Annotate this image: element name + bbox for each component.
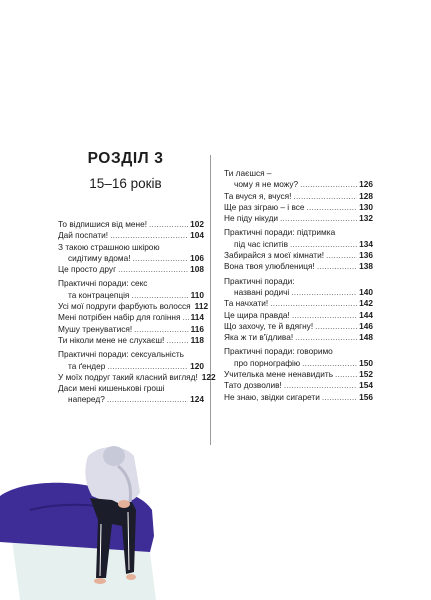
toc-page-number: 126 bbox=[359, 179, 373, 190]
chapter-subtitle: 15–16 років bbox=[89, 176, 162, 191]
toc-page-number: 132 bbox=[359, 213, 373, 224]
toc-page-number: 138 bbox=[359, 261, 373, 272]
toc-leader-dots bbox=[317, 261, 357, 272]
chapter-title: РОЗДІЛ 3 bbox=[87, 150, 164, 167]
toc-entry-title: Це просто друг bbox=[58, 264, 117, 275]
toc-page-number: 112 bbox=[194, 301, 209, 312]
toc-entry bbox=[58, 230, 204, 241]
teen-on-bed-illustration bbox=[0, 440, 200, 600]
toc-leader-dots bbox=[291, 287, 357, 298]
toc-leader-dots bbox=[284, 380, 357, 391]
toc-leader-dots bbox=[166, 335, 188, 346]
toc-right-column bbox=[224, 168, 373, 403]
toc-entry-title: То відпишися від мене! bbox=[58, 219, 148, 229]
toc-entry-title: Та вчуся я, вчуся! bbox=[224, 190, 292, 201]
toc-entry bbox=[58, 278, 204, 301]
toc-entry bbox=[224, 250, 373, 261]
toc-entry-title: чому я не можу? bbox=[234, 179, 299, 190]
toc-entry-title: Ти лаєшся – bbox=[224, 168, 272, 178]
toc-page-number: 142 bbox=[359, 298, 373, 309]
toc-leader-dots bbox=[270, 298, 357, 309]
toc-entry bbox=[224, 227, 373, 250]
toc-page-number: 124 bbox=[190, 394, 204, 405]
toc-page-number: 148 bbox=[359, 332, 373, 343]
toc-entry bbox=[58, 264, 204, 275]
toc-entry-title: Не піду нікуди bbox=[224, 213, 279, 224]
toc-entry bbox=[58, 383, 204, 406]
toc-entry-title: під час іспитів bbox=[234, 238, 289, 249]
toc-leader-dots bbox=[326, 250, 357, 261]
toc-leader-dots bbox=[322, 392, 357, 403]
toc-leader-dots bbox=[131, 290, 188, 301]
head-shape bbox=[103, 446, 125, 466]
toc-entry-title: названі родичі bbox=[234, 286, 290, 297]
toc-page-number: 116 bbox=[190, 323, 204, 334]
toc-page-number: 108 bbox=[190, 264, 204, 275]
toc-entry bbox=[58, 335, 204, 346]
column-divider bbox=[210, 155, 211, 445]
toc-page-number: 118 bbox=[190, 334, 204, 345]
toc-leader-dots bbox=[107, 394, 188, 405]
toc-entry bbox=[224, 261, 373, 272]
toc-entry-title: Практичні поради: сексуальність bbox=[58, 349, 184, 360]
toc-leader-dots bbox=[290, 239, 357, 250]
toc-entry-title: Вона твоя улюблениця! bbox=[224, 261, 315, 272]
toc-entry bbox=[58, 324, 204, 335]
toc-entry-title: Практичні поради: секс bbox=[58, 278, 148, 289]
toc-entry-title: та контрацепція bbox=[68, 289, 130, 300]
toc-entry-title: У моїх подруг такий класний вигляд! bbox=[58, 371, 198, 382]
toc-leader-dots bbox=[292, 310, 357, 321]
toc-entry-title: Ти ніколи мене не слухаєш! bbox=[58, 334, 165, 345]
toc-page-number: 156 bbox=[359, 391, 373, 402]
toc-page-number: 122 bbox=[201, 371, 216, 382]
toc-entry-title: Це щира правда! bbox=[224, 309, 290, 320]
toc-leader-dots bbox=[118, 264, 188, 275]
toc-leader-dots bbox=[110, 230, 188, 241]
foot-left bbox=[94, 578, 106, 584]
toc-entry bbox=[224, 346, 373, 369]
toc-entry-title: Що захочу, те й вдягну! bbox=[224, 320, 314, 331]
toc-entry-title: Ще раз зіграю – і все bbox=[224, 201, 305, 212]
toc-entry bbox=[58, 312, 204, 323]
toc-page-number: 102 bbox=[190, 219, 204, 229]
toc-entry-title: Учителька мене ненавидить bbox=[224, 369, 334, 380]
toc-leader-dots bbox=[149, 219, 188, 230]
hand-shape bbox=[118, 500, 130, 508]
toc-page-number: 150 bbox=[359, 357, 373, 368]
toc-leader-dots bbox=[307, 202, 358, 213]
toc-entry-title: Яка ж ти в'їдлива! bbox=[224, 332, 294, 343]
toc-leader-dots bbox=[107, 361, 188, 372]
toc-leader-dots bbox=[183, 312, 189, 323]
toc-entry bbox=[224, 213, 373, 224]
toc-entry-title: сидітиму вдома! bbox=[68, 252, 131, 263]
toc-entry bbox=[224, 380, 373, 391]
toc-entry-title: та ґендер bbox=[68, 360, 106, 371]
toc-page-number: 110 bbox=[190, 289, 204, 300]
toc-entry-title: Забирайся з моєї кімнати! bbox=[224, 250, 325, 261]
toc-entry bbox=[224, 168, 373, 191]
toc-entry bbox=[224, 202, 373, 213]
toc-entry bbox=[224, 191, 373, 202]
toc-leader-dots bbox=[335, 369, 357, 380]
toc-entry bbox=[58, 219, 204, 230]
toc-entry bbox=[224, 392, 373, 403]
toc-page-number: 136 bbox=[359, 250, 373, 261]
toc-leader-dots bbox=[315, 321, 357, 332]
toc-page-number: 106 bbox=[190, 252, 204, 263]
toc-page-number: 152 bbox=[359, 369, 373, 380]
toc-page-number: 144 bbox=[359, 309, 373, 320]
toc-entry bbox=[224, 332, 373, 343]
toc-leader-dots bbox=[133, 253, 189, 264]
toc-page-number: 130 bbox=[359, 201, 373, 212]
toc-entry-title: Мені потрібен набір для гоління bbox=[58, 312, 181, 323]
toc-entry bbox=[224, 321, 373, 332]
toc-page-number: 140 bbox=[359, 286, 373, 297]
toc-page-number: 114 bbox=[190, 312, 204, 323]
toc-entry-title: Практичні поради: bbox=[224, 275, 295, 286]
toc-entry-title: З такою страшною шкірою bbox=[58, 241, 160, 252]
toc-entry bbox=[58, 242, 204, 265]
toc-page-number: 146 bbox=[359, 320, 373, 331]
chapter-heading bbox=[58, 150, 193, 191]
toc-entry-title: Дай поспати! bbox=[58, 230, 109, 241]
toc-entry-title: Даси мені кишенькові гроші bbox=[58, 383, 165, 394]
toc-leader-dots bbox=[295, 332, 357, 343]
toc-page-number: 120 bbox=[190, 360, 204, 371]
toc-page-number: 154 bbox=[359, 380, 373, 391]
toc-leader-dots bbox=[300, 179, 357, 190]
foot-right bbox=[126, 574, 136, 580]
toc-entry bbox=[224, 276, 373, 299]
toc-page-number: 134 bbox=[359, 238, 373, 249]
toc-entry bbox=[224, 310, 373, 321]
toc-leader-dots bbox=[293, 191, 357, 202]
toc-page-number: 128 bbox=[359, 190, 373, 201]
toc-leader-dots bbox=[280, 213, 357, 224]
toc-entry-title: Усі мої подруги фарбують волосся bbox=[58, 301, 191, 312]
toc-page-number: 104 bbox=[190, 230, 204, 241]
toc-entry-title: Практичні поради: підтримка bbox=[224, 227, 336, 238]
toc-left-column bbox=[58, 219, 216, 406]
toc-entry-title: Та начхати! bbox=[224, 298, 269, 309]
toc-entry-title: Тато дозволив! bbox=[224, 380, 282, 391]
toc-leader-dots bbox=[302, 358, 357, 369]
toc-entry-title: про порнографію bbox=[234, 357, 301, 368]
toc-leader-dots bbox=[134, 324, 188, 335]
toc-entry bbox=[224, 298, 373, 309]
toc-entry-title: Практичні поради: говоримо bbox=[224, 346, 333, 357]
toc-entry-title: наперед? bbox=[68, 394, 105, 405]
toc-entry bbox=[224, 369, 373, 380]
toc-entry bbox=[58, 301, 209, 312]
toc-entry-title: Мушу тренуватися! bbox=[58, 323, 133, 334]
toc-entry-title: Не знаю, звідки сигарети bbox=[224, 391, 320, 402]
toc-entry bbox=[58, 371, 216, 383]
toc-entry bbox=[58, 349, 204, 372]
